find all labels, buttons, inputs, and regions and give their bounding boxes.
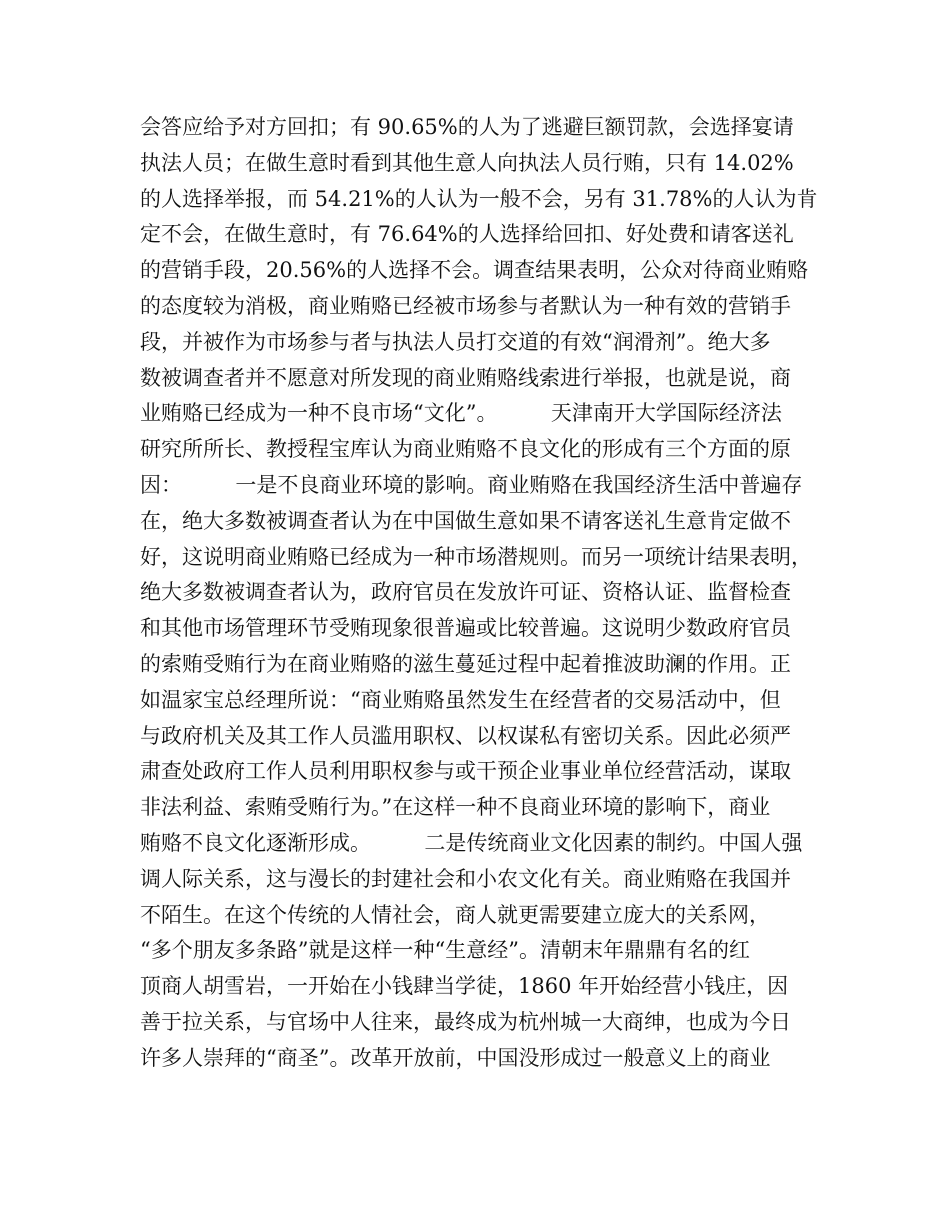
text-line: 顶商人胡雪岩，一开始在小钱肆当学徒，1860 年开始经营小钱庄，因: [140, 974, 789, 999]
text-line: 如温家宝总经理所说：“商业贿赂虽然发生在经营者的交易活动中，但: [140, 687, 781, 712]
text-line: 非法利益、索贿受贿行为。”在这样一种不良商业环境的影响下，商业: [140, 795, 771, 820]
text-line: 执法人员；在做生意时看到其他生意人向执法人员行贿，只有 14.02%: [140, 150, 794, 175]
text-line: 好，这说明商业贿赂已经成为一种市场潜规则。而另一项统计结果表明，: [140, 544, 812, 569]
text-line: 善于拉关系，与官场中人往来，最终成为杭州城一大商绅，也成为今日: [140, 1009, 791, 1034]
text-line: 调人际关系，这与漫长的封建社会和小农文化有关。商业贿赂在我国并: [140, 866, 791, 891]
text-line: 不陌生。在这个传统的人情社会，商人就更需要建立庞大的关系网，: [140, 902, 770, 927]
text-line: 肃查处政府工作人员利用职权参与或干预企业事业单位经营活动，谋取: [140, 759, 791, 784]
text-line: 在，绝大多数被调查者认为在中国做生意如果不请客送礼生意肯定做不: [140, 508, 791, 533]
text-line: 的营销手段，20.56%的人选择不会。调查结果表明，公众对待商业贿赂: [140, 258, 809, 283]
text-line: 和其他市场管理环节受贿现象很普遍或比较普遍。这说明少数政府官员: [140, 616, 791, 641]
text-line: 业贿赂已经成为一种不良市场“文化”。 天津南开大学国际经济法: [140, 401, 782, 426]
text-line: “多个朋友多条路”就是这样一种“生意经”。清朝末年鼎鼎有名的红: [140, 938, 750, 963]
text-line: 会答应给予对方回扣；有 90.65%的人为了逃避巨额罚款，会选择宴请: [140, 115, 794, 139]
text-line: 的人选择举报，而 54.21%的人认为一般不会，另有 31.78%的人认为肯: [140, 186, 818, 211]
text-line: 的索贿受贿行为在商业贿赂的滋生蔓延过程中起着推波助澜的作用。正: [140, 651, 791, 676]
text-line: 数被调查者并不愿意对所发现的商业贿赂线索进行举报，也就是说，商: [140, 365, 791, 390]
text-line: 因： 一是不良商业环境的影响。商业贿赂在我国经济生活中普遍存: [140, 472, 803, 497]
text-line: 绝大多数被调查者认为，政府官员在发放许可证、资格认证、监督检查: [140, 580, 791, 605]
text-line: 与政府机关及其工作人员滥用职权、以权谋私有密切关系。因此必须严: [140, 723, 791, 748]
text-line: 定不会，在做生意时，有 76.64%的人选择给回扣、好处费和请客送礼: [140, 222, 794, 247]
text-line: 段，并被作为市场参与者与执法人员打交道的有效“润滑剂”。绝大多: [140, 329, 771, 354]
text-line: 贿赂不良文化逐渐形成。 二是传统商业文化因素的制约。中国人强: [140, 830, 803, 855]
body-text: [140, 110, 830, 1077]
text-line: 的态度较为消极，商业贿赂已经被市场参与者默认为一种有效的营销手: [140, 293, 791, 318]
text-line: 许多人崇拜的“商圣”。改革开放前，中国没形成过一般意义上的商业: [140, 1045, 771, 1070]
text-line: 研究所所长、教授程宝库认为商业贿赂不良文化的形成有三个方面的原: [140, 437, 791, 462]
